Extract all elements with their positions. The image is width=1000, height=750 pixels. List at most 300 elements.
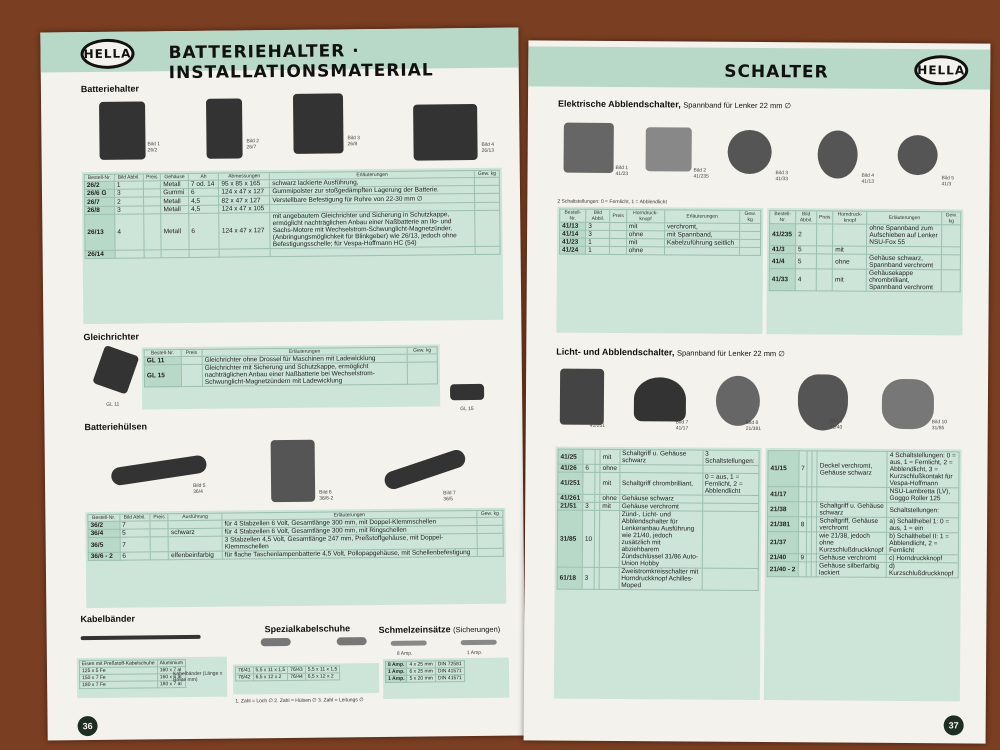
table-cell: 82 x 47 x 127 <box>219 196 270 206</box>
table-cell: 41/3 <box>769 246 795 254</box>
table-cell: mit <box>833 246 867 254</box>
col-header: Bild Abbil. <box>586 209 610 222</box>
table-cell <box>150 529 169 537</box>
table-cell <box>610 222 626 230</box>
caption-bild-7: Bild 7 41/17 <box>675 419 689 432</box>
table-cell: 5 x 20 mm <box>407 675 435 682</box>
table-cell <box>475 246 500 254</box>
table-cell <box>816 254 833 269</box>
table-cell: 95 x 85 x 165 <box>219 180 270 189</box>
caption-bild-6: Bild 6 36/6-2 <box>319 489 334 502</box>
table-cell: Aluminium <box>157 660 185 667</box>
caption-bild-10: Bild 10 31/85 <box>931 419 948 432</box>
table-cell <box>181 356 202 364</box>
switch-image-8 <box>716 376 760 426</box>
table-row <box>558 472 759 495</box>
table-cell: DIN 41571 <box>435 668 464 675</box>
col-header: Preis <box>610 209 626 222</box>
table-cell <box>220 249 271 258</box>
table-cell: 6 <box>189 213 220 249</box>
switch-image-2 <box>646 127 692 171</box>
table-cell: 7 <box>120 521 150 529</box>
table-cell: 61/18 <box>557 567 582 589</box>
table-cell: 10 <box>582 510 595 567</box>
col-header: Gew. kg <box>475 170 500 177</box>
caption-bild-8: Bild 8 21/381 <box>745 419 762 433</box>
table-cell <box>664 247 739 256</box>
col-header: Bestell-Nr. <box>770 211 796 224</box>
table-cell: mit <box>600 449 620 464</box>
table-cell: 180 x 7 Fe <box>80 681 158 689</box>
table-cell: ohne <box>626 231 664 239</box>
table-cell: 41/17 <box>768 487 799 502</box>
table-cell: Gleichrichter mit Sicherung und Schutzkappe, ermöglicht nachträglichen Anbau einer Naßbatterie bei Wechselstrom-Schwunglicht-Magnetzündern mit Ladewicklung <box>202 362 407 386</box>
table-cell <box>816 246 832 254</box>
table-row <box>236 673 340 681</box>
table-cell: 36/4 <box>88 529 120 537</box>
caption-bild-7: Bild 7 36/5 <box>443 490 456 503</box>
table-cell: 21/51 <box>558 502 583 510</box>
table-cell: Schaltgriff u. Gehäuse schwarz <box>817 502 887 517</box>
table-cell: 3 Stabzellen 4,5 Volt, Gesamtlänge 247 mm, Preßstoffgehäuse, mit Doppel-Klemmschellen <box>222 533 477 551</box>
caption-gl15: GL 15 <box>460 406 474 413</box>
battery-sleeve-image-7 <box>382 448 467 492</box>
table-cell <box>477 548 503 556</box>
col-header: Preis <box>816 211 832 224</box>
col-header: Erläuterungen <box>867 211 942 225</box>
table-cell <box>270 246 475 256</box>
col-header: Bild Abbil. <box>119 514 149 521</box>
table-row <box>557 510 758 568</box>
table-cell: c) Horndruckknopf <box>887 554 959 563</box>
table-cell: Gehäuse schwarz, Spannband verchromt <box>867 254 942 270</box>
table-cell <box>702 511 759 568</box>
table-cell: 26/14 <box>85 250 115 258</box>
col-header: Abmessungen <box>219 173 270 181</box>
table-cell <box>702 568 759 590</box>
table-cell: mit <box>832 269 866 291</box>
table-cell: 5,5 x 11 x 1,5 <box>253 666 288 673</box>
table-cell: 5,5 x 11 x 1,5 <box>305 666 340 673</box>
table-cell: mit angebautem Gleichrichter und Sicherung in Schutzkappe, ermöglicht nachträglichen Anbau einer Naßbatterie an Ilo- und Sachs-Motore mit Wechselstrom-Schwunglicht-Magnetzünder. (Anbringungsmöglichkeit für Blinkgeber) wie 26/13, jedoch ohne Befestigungsschelle; für Vespa-Hoffmann HC (54) <box>270 210 475 248</box>
table-cell <box>740 223 761 231</box>
table-row <box>80 681 186 689</box>
table-cell: 6 x 25 mm <box>407 668 435 675</box>
table-cell: 26/6 G <box>84 189 114 197</box>
col-header: Bild Abbil. <box>796 211 817 224</box>
table-cell <box>739 247 760 255</box>
table-cell <box>477 517 503 525</box>
table-cell <box>817 487 887 502</box>
section-heading-lichtschalter <box>556 347 785 359</box>
table-row <box>769 254 960 270</box>
switch-image-5 <box>898 135 938 175</box>
table-cell: 3 <box>582 567 594 589</box>
caption-bild-2: Bild 2 26/7 <box>246 138 260 151</box>
table-cell: 4 <box>795 269 816 291</box>
table-cell: 41/15 <box>768 451 799 487</box>
col-header: Gew. kg <box>740 210 761 223</box>
kabelschuhe-note: 1. Zahl = Loch ∅ 2. Zahl = Hülsen ∅ 3. Zahl = Leitungs ∅ <box>235 697 364 705</box>
table-cell: verchromt, <box>665 223 740 232</box>
table-cell <box>475 193 500 202</box>
table-cell: wie 21/38, jedoch ohne Kurzschlußdruckknopf <box>817 532 887 554</box>
table-cell: a) Schalthebel 1: 0 = aus, 1 = ein <box>887 517 959 533</box>
col-header: Horndruck-knopf <box>626 210 664 223</box>
table-cell <box>816 224 833 246</box>
table-cell: Gummipolster zur stoßgedämpften Lagerung der Batterie. <box>270 185 475 195</box>
table-cell: 76/43 <box>288 666 306 673</box>
battery-holder-image-4 <box>413 104 478 161</box>
table-cell <box>143 189 161 197</box>
col-header: Bestell-Nr. <box>560 209 586 222</box>
col-header: Gew. kg <box>477 510 503 517</box>
col-header: Ah <box>188 173 219 180</box>
cable-lug-image-2 <box>337 637 367 645</box>
table-cell <box>942 255 961 270</box>
switch-image-10 <box>882 379 934 429</box>
table-cell <box>798 487 807 502</box>
schaltstellungen-note: 2 Schaltstellungen: 0 = Fernlicht, 1 = Abblendlicht <box>557 198 667 206</box>
right-page <box>524 40 991 743</box>
col-header: Erläuterungen <box>270 170 475 179</box>
battery-holder-image-3 <box>293 93 344 154</box>
fuse-caption-8a: 8 Amp. <box>396 650 413 657</box>
schmelzeinsaetze-title: Schmelzeinsätze <box>378 624 451 636</box>
table-cell <box>798 502 807 517</box>
table-cell: GL 15 <box>144 365 181 387</box>
table-cell: 41/33 <box>769 269 795 291</box>
table-cell <box>143 197 161 206</box>
kabelschuhe-table <box>235 665 340 681</box>
table-cell: 0 = aus, 1 = Fernlicht, 2 = Abblendlicht <box>702 473 759 495</box>
section-heading-abblendschalter <box>558 99 791 111</box>
batteriehuelsen-table <box>87 510 503 561</box>
table-cell: Gehäuse schwarz <box>619 495 702 504</box>
table-cell: 3 <box>583 502 595 510</box>
col-header: Erläuterungen <box>202 347 407 356</box>
caption-bild-4: Bild 4 26/13 <box>481 141 495 154</box>
gleichrichter-table <box>144 346 438 387</box>
abblendschalter-title: Elektrische Abblendschalter, <box>557 98 681 110</box>
section-heading-gleichrichter: Gleichrichter <box>83 331 140 343</box>
section-heading-batteriehalter: Batteriehalter <box>80 83 139 95</box>
battery-sleeve-image-6 <box>271 440 316 502</box>
table-cell <box>144 250 162 258</box>
rectifier-image-gl11 <box>92 345 139 395</box>
table-cell: DIN 72581 <box>435 661 464 668</box>
table-cell: 1 Amp. <box>386 675 408 682</box>
page-number: 36 <box>77 716 97 736</box>
table-cell: für 4 Stabzellen 6 Volt, Gesamtlänge 300 mm, mit Doppel-Klemmschellen <box>222 517 477 528</box>
table-cell <box>475 210 500 246</box>
table-cell <box>189 249 220 257</box>
table-cell: Metall <box>161 205 189 213</box>
table-cell <box>583 472 595 494</box>
table-cell: Gleichrichter ohne Drossel für Maschinen mit Ladewicklung <box>202 354 407 364</box>
table-cell: 160 x 7 al <box>157 667 185 674</box>
table-cell: 41/13 <box>560 222 586 230</box>
table-cell: 5 <box>795 246 816 254</box>
battery-holder-image-1 <box>99 101 146 159</box>
table-cell: 7 od. 14 <box>188 180 219 188</box>
caption-gl11: GL 11 <box>106 401 120 408</box>
table-cell: 4 <box>115 214 144 250</box>
table-cell: für 4 Stabzellen 6 Volt, Gesamtlänge 300 mm, mit Ringschellen <box>222 525 477 536</box>
table-cell: 5 <box>795 254 816 269</box>
table-cell: 41/261 <box>558 494 583 502</box>
section-heading-schmelzeinsaetze <box>379 624 501 635</box>
table-cell: 26/2 <box>84 181 114 189</box>
table-cell: 26/8 <box>85 206 115 214</box>
table-cell: GL 11 <box>144 357 181 365</box>
table-cell: 21/40 - 2 <box>767 562 798 577</box>
col-header: Gehäuse <box>161 173 189 180</box>
table-cell: 125 x 5 Fe <box>79 667 157 675</box>
table-cell: elfenbeinfarbig <box>169 551 223 560</box>
table-cell: 4,5 <box>189 205 220 213</box>
table-row <box>559 246 760 255</box>
table-cell: 21/38 <box>768 502 799 517</box>
table-cell <box>150 521 169 529</box>
table-cell: ohne <box>626 247 664 255</box>
table-cell: Metall <box>161 213 189 249</box>
table-row <box>767 532 958 555</box>
table-cell: d) Kurzschlußdruckknopf <box>887 562 959 578</box>
fuse-caption-1a: 1 Amp. <box>466 649 483 657</box>
table-cell: 7 <box>120 537 150 552</box>
table-cell: 1 <box>586 246 610 254</box>
table-row <box>85 210 500 250</box>
table-cell <box>942 225 961 247</box>
table-cell <box>798 532 807 554</box>
schmelzeinsaetze-table <box>385 660 465 683</box>
col-header: Erläuterungen <box>665 210 740 224</box>
table-row <box>768 487 959 503</box>
table-cell: 2 <box>796 224 817 246</box>
table-cell: 7 <box>799 451 808 487</box>
caption-bild-5: Bild 5 36/4 <box>193 482 206 495</box>
section-heading-batteriehuelsen: Batteriehülsen <box>84 421 148 433</box>
col-header: Bestell-Nr. <box>88 514 120 521</box>
table-cell: 3 <box>115 206 144 214</box>
fuse-image-8a <box>391 641 427 646</box>
table-cell: 3 <box>586 222 610 230</box>
table-cell <box>143 181 161 189</box>
table-cell: Metall <box>161 180 189 188</box>
table-cell: 4 x 25 mm <box>407 661 435 668</box>
table-row <box>768 502 959 518</box>
caption-bild-5: Bild 5 41/3 <box>941 175 955 188</box>
table-row <box>144 362 437 387</box>
table-cell: 41/251 <box>558 472 583 494</box>
table-cell: 31/85 <box>557 510 582 567</box>
table-cell: 8 <box>798 517 807 532</box>
cable-lug-image-1 <box>261 638 291 646</box>
col-header: Preis <box>181 349 202 356</box>
table-cell: 36/6 - 2 <box>88 552 120 560</box>
table-cell: 21/40 <box>767 554 798 562</box>
kabelbaender-note: Kabelbänder (Länge x Breite mm) <box>173 670 223 684</box>
table-cell: 124 x 47 x 105 <box>219 205 270 214</box>
caption-bild-3: Bild 3 26/8 <box>347 135 360 148</box>
caption-bild-1: Bild 1 26/2 <box>147 141 161 154</box>
table-row <box>767 562 958 578</box>
table-cell: 124 x 47 x 127 <box>219 188 270 197</box>
table-cell: 6 <box>188 188 219 196</box>
left-page <box>40 28 525 741</box>
section-heading-kabelbaender: Kabelbänder <box>80 613 136 625</box>
table-cell: ohne <box>600 494 620 502</box>
table-row <box>769 269 960 292</box>
table-cell <box>475 185 500 193</box>
col-header: Ausführung <box>168 513 222 521</box>
caption-bild-4: Bild 4 41/13 <box>861 172 875 185</box>
table-cell: 6 <box>583 464 595 472</box>
table-cell <box>143 206 161 214</box>
table-cell <box>115 250 144 258</box>
caption-bild-9: Bild 9 21/40 <box>829 418 843 431</box>
table-cell: Zweistromkreisschalter mit Horndruckknopf Achilles-Moped <box>619 568 702 591</box>
col-header: Gew. kg <box>942 212 961 225</box>
table-cell: 41/4 <box>769 254 795 269</box>
table-cell <box>583 494 595 502</box>
table-cell <box>150 537 169 552</box>
caption-bild-6: Bild 6 41/251 <box>589 416 606 429</box>
col-header: Preis <box>150 514 169 521</box>
hella-logo: HELLA <box>80 39 134 70</box>
battery-sleeve-image-5 <box>110 454 208 486</box>
table-cell <box>610 230 626 238</box>
table-cell: 21/381 <box>768 517 799 532</box>
caption-bild-2: Bild 2 41/235 <box>693 167 709 180</box>
table-cell: 8 Amp. <box>385 661 407 668</box>
table-cell: Gehäusekappe chrombrilliant, Spannband verchromt <box>866 269 941 292</box>
table-cell <box>798 562 807 577</box>
table-cell: 3 <box>114 189 143 197</box>
table-cell: ohne <box>833 254 867 269</box>
table-cell <box>610 238 626 246</box>
switch-image-4 <box>817 130 857 178</box>
table-cell <box>739 231 760 239</box>
col-header: Bestell-Nr. <box>84 174 114 181</box>
table-cell <box>816 269 833 291</box>
table-cell: mit <box>600 472 620 494</box>
table-cell <box>161 249 189 257</box>
table-cell: 6,5 x 12 x 2 <box>305 673 340 680</box>
table-cell <box>610 246 626 254</box>
table-cell: 36/5 <box>88 537 120 552</box>
lichtschalter-table-right <box>767 450 960 578</box>
table-header-row <box>770 211 961 225</box>
page-title: BATTERIEHALTER · INSTALLATIONSMATERIAL <box>168 41 434 84</box>
table-cell: Gehäuse silberfarbig lackiert <box>817 562 887 577</box>
table-cell: 4,5 <box>189 196 220 205</box>
abblendschalter-subtitle: Spannband für Lenker 22 mm ∅ <box>683 100 792 111</box>
battery-holder-image-2 <box>206 98 243 158</box>
hella-logo: HELLA <box>914 55 968 85</box>
table-cell <box>143 214 161 250</box>
table-cell: 26/7 <box>85 197 115 206</box>
table-cell: 124 x 47 x 127 <box>219 213 270 250</box>
table-cell: Gehäuse verchromt <box>619 503 702 512</box>
table-cell: 3 Schaltstellungen: <box>703 450 760 465</box>
table-cell: 21/37 <box>767 532 798 554</box>
table-cell: 76/41 <box>235 667 253 674</box>
table-cell: 3 <box>586 230 610 238</box>
table-cell: Metall <box>161 196 189 205</box>
table-cell: schwarz lackierte Ausführung, <box>270 177 475 187</box>
table-cell: 160 x 6 al <box>157 674 185 681</box>
table-row <box>557 567 758 590</box>
table-cell <box>181 364 203 386</box>
table-cell: 76/42 <box>236 674 254 681</box>
table-cell: mit <box>626 239 664 247</box>
rectifier-image-gl15 <box>450 384 484 400</box>
table-cell: 4 Schaltstellungen: 0 = aus, 1 = Fernlicht, 2 = Abblendlicht, 3 = Kurzschlußkontakt für Vespa-Hoffmann <box>887 451 959 487</box>
table-cell: 36/2 <box>88 521 120 529</box>
table-cell <box>475 177 500 185</box>
table-row <box>386 675 465 683</box>
abblendschalter-table-right <box>769 210 962 292</box>
table-cell <box>477 533 503 548</box>
table-cell: 41/26 <box>558 464 583 472</box>
table-cell: Schaltgriff chrombrilliant, <box>619 473 702 496</box>
table-cell: 6 <box>120 552 150 560</box>
table-row <box>558 449 759 465</box>
switch-image-7 <box>634 377 686 421</box>
table-cell: NSU-Lambretta (LV), Goggo Roller 125 <box>887 487 959 503</box>
fuse-image-1a <box>461 640 497 645</box>
table-cell: ohne <box>600 464 620 472</box>
table-row <box>768 517 959 533</box>
table-cell: 5 <box>120 529 150 537</box>
section-heading-kabelschuhe: Spezialkabelschuhe <box>264 623 351 635</box>
table-cell: 150 x 7 Fe <box>80 674 158 682</box>
table-cell: 41/14 <box>560 230 586 238</box>
lichtschalter-title: Licht- und Abblendschalter, <box>556 346 675 358</box>
lichtschalter-subtitle: Spannband für Lenker 22 mm ∅ <box>676 348 785 359</box>
table-cell: ohne Spannband zum Aufschieben auf Lenker NSU-Fox 55 <box>867 224 942 247</box>
table-cell <box>475 202 500 210</box>
col-header: Preis <box>143 174 161 181</box>
table-cell <box>150 552 169 560</box>
table-cell: 26/13 <box>85 214 115 250</box>
table-cell: 9 <box>798 554 807 562</box>
table-cell: 41/235 <box>770 224 796 246</box>
table-row <box>768 451 959 488</box>
table-cell: 1 Amp. <box>385 668 407 675</box>
table-cell: mit Spannband, <box>664 231 739 240</box>
table-cell: 41/23 <box>560 238 586 246</box>
abblendschalter-table-left <box>559 209 761 256</box>
switch-image-3 <box>728 130 772 174</box>
table-cell <box>942 247 961 255</box>
table-cell: 6,5 x 12 x 2 <box>253 673 288 680</box>
col-header: Gew. kg <box>407 347 437 354</box>
col-header: Erläuterungen <box>222 510 477 520</box>
table-cell: Kabelzuführung seitlich <box>664 239 739 248</box>
table-cell: 180 x 7 al <box>157 681 185 688</box>
table-cell <box>407 362 437 384</box>
page-number: 37 <box>944 715 964 735</box>
table-cell <box>739 239 760 247</box>
caption-bild-3: Bild 3 41/33 <box>775 170 789 183</box>
col-header: Bestell-Nr. <box>144 350 181 357</box>
table-cell: mit <box>626 223 664 231</box>
table-cell <box>599 567 619 589</box>
table-cell: Schaltgriff u. Gehäuse schwarz <box>620 450 703 466</box>
